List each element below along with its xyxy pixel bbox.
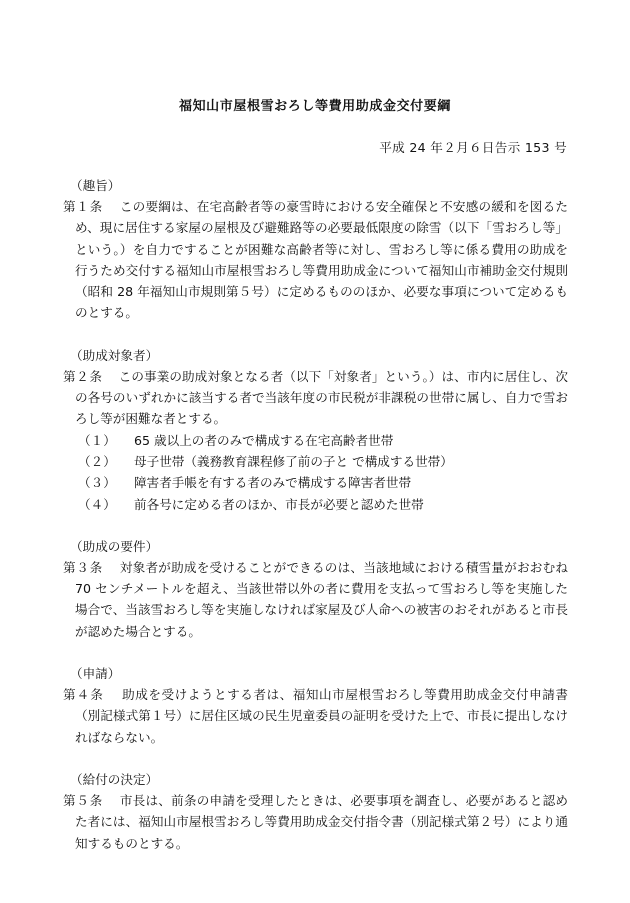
article-text: この事業の助成対象となる者（以下「対象者」という。）は、市内に居住し、次の各号のいずれかに該当する者で当該年度の市民税が非課税の世帯に属し、自力で雪おろし等が困難な者とする。 [75,368,568,427]
document-title: 福知山市屋根雪おろし等費用助成金交付要綱 [178,99,451,114]
section-heading-purpose: （趣旨） [70,178,121,193]
article-number: 第５条 [63,792,103,808]
article-number: 第２条 [63,368,103,384]
article-4 [63,684,568,748]
article-5 [63,790,568,854]
notice-number: 平成 24 年２月６日告示 153 号 [379,140,567,155]
item-text: 前各号に定める者のほか、市長が必要と認めた世帯 [134,496,424,512]
item-text: 障害者手帳を有する者のみで構成する障害者世帯 [134,475,412,491]
section-heading-application: （申請） [70,666,121,682]
document-body [63,175,568,854]
article-1 [63,196,568,324]
list-item [63,494,568,515]
item-number: （３） [78,475,116,491]
article-text: この要綱は、在宅高齢者等の豪雪時における安全確保と不安感の緩和を図るため、現に居住する家屋の屋根及び避難路等の必要最低限度の除雪（以下「雪おろし等」という。）を自力ですることが困難な高齢者等に対し、雪おろし等に係る費用の助成を行うため交付する福知山市屋根雪おろし等費用助成金について福知山市補助金交付規則（昭和 28 年福知山市規則第５号）に定めるもののほか、必要な事項について定めるものとする。 [75,199,569,321]
list-item [63,472,568,493]
section-heading-requirements: （助成の要件） [70,538,159,554]
item-text: 母子世帯（義務教育課程修了前の子と で構成する世帯） [134,453,453,469]
article-text: 助成を受けようとする者は、福知山市屋根雪おろし等費用助成金交付申請書（別記様式第１号）に居住区域の民生児童委員の証明を受けた上で、市長に提出しなければならない。 [75,687,569,745]
article-number: 第４条 [63,687,104,703]
item-number: （１） [78,432,116,448]
article-3 [63,557,568,642]
list-item [63,451,568,472]
item-number: （４） [78,496,116,512]
section-heading-eligibility: （助成対象者） [70,347,159,363]
eligibility-list [63,430,568,515]
article-2 [63,366,568,430]
list-item [63,430,568,451]
article-text: 市長は、前条の申請を受理したときは、必要事項を調査し、必要があると認めた者には、福知山市屋根雪おろし等費用助成金交付指令書（別記様式第２号）により通知するものとする。 [75,792,569,851]
item-number: （２） [78,453,116,469]
section-heading-decision: （給付の決定） [70,771,159,787]
article-text: 対象者が助成を受けることができるのは、当該地域における積雪量がおおむね 70 センチメートルを超え、当該世帯以外の者に費用を支払って雪おろし等を実施した場合で、当該雪おろし等を実施しなければ家屋及び人命への被害のおそれがあると市長が認めた場合とする。 [75,559,569,639]
item-text: 65 歳以上の者のみで構成する在宅高齢者世帯 [134,432,394,448]
article-number: 第１条 [63,199,103,214]
article-number: 第３条 [63,559,103,575]
